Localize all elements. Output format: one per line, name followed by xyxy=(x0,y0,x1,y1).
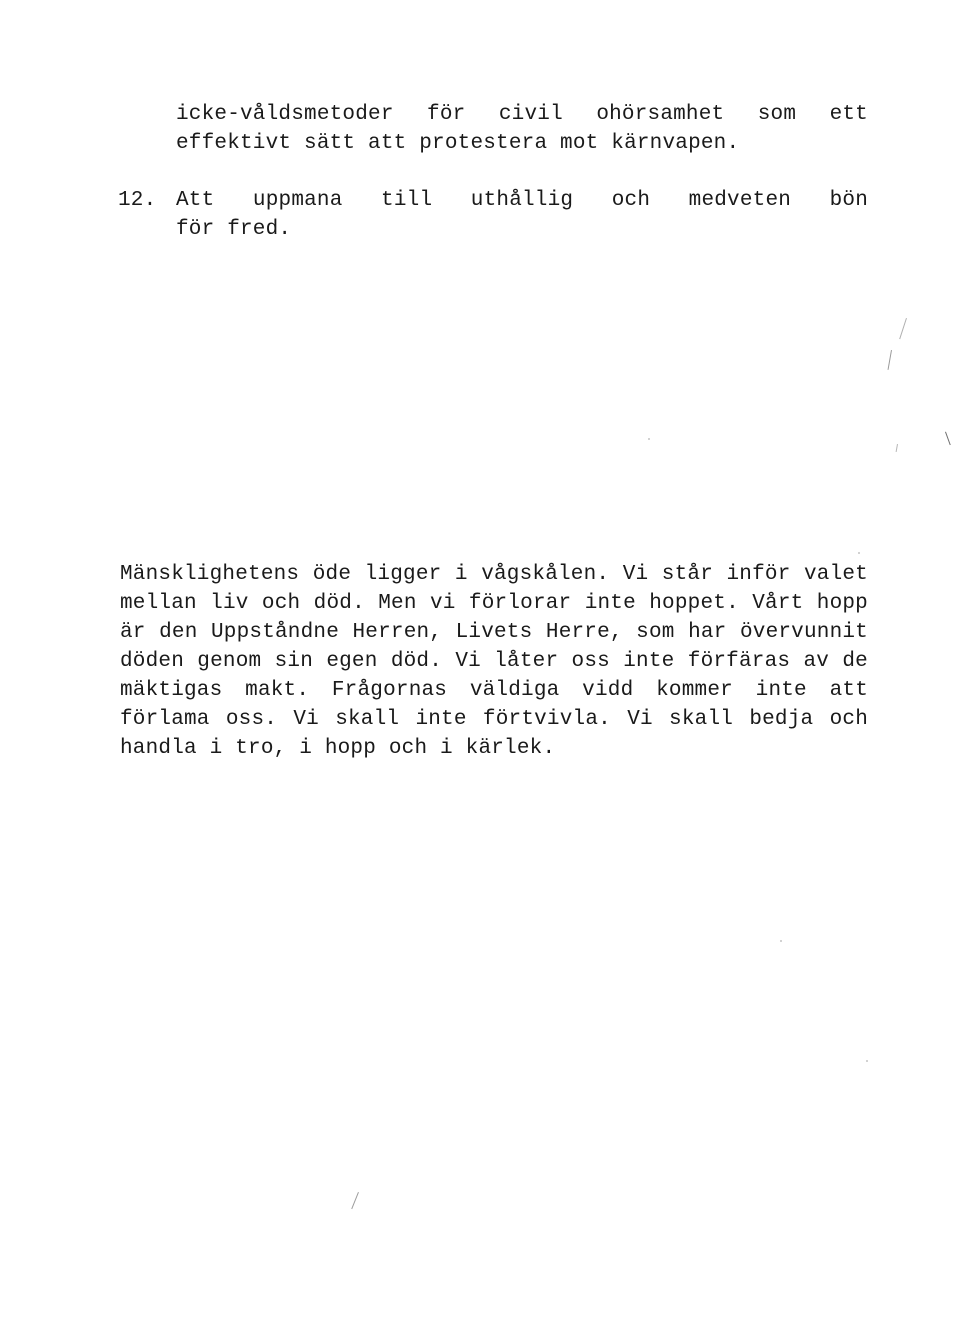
scan-mark xyxy=(888,350,892,370)
scan-mark xyxy=(896,444,898,452)
scan-mark xyxy=(945,432,951,445)
scan-speck xyxy=(858,552,860,554)
scan-speck xyxy=(648,438,650,440)
continuation-paragraph: icke-våldsmetoder för civil ohörsamhet som ett effektivt sätt att protestera mot kärnvapen. xyxy=(176,103,868,155)
list-item-12 xyxy=(118,186,868,244)
list-item-number: 12. xyxy=(118,189,157,212)
closing-paragraph: Mänsklighetens öde ligger i vågskålen. Vi står inför valet mellan liv och död. Men vi förlorar inte hoppet. Vårt hopp är den Uppståndne Herren, Livets Herre, som har övervunnit döden genom sin egen död. Vi låter oss inte förfäras av de mäktigas makt. Frågornas väldiga vidd kommer inte att förlama oss. Vi skall inte förtvivla. Vi skall bedja och handla i tro, i hopp och i kärlek. xyxy=(120,563,868,760)
list-item-text-line2: för fred. xyxy=(176,218,292,241)
scan-mark xyxy=(899,318,907,339)
scan-speck xyxy=(866,1060,868,1062)
scan-speck xyxy=(780,940,782,942)
list-item-text-line1: Att uppmana till uthållig och medveten bön xyxy=(176,189,868,212)
scan-mark xyxy=(351,1192,359,1209)
